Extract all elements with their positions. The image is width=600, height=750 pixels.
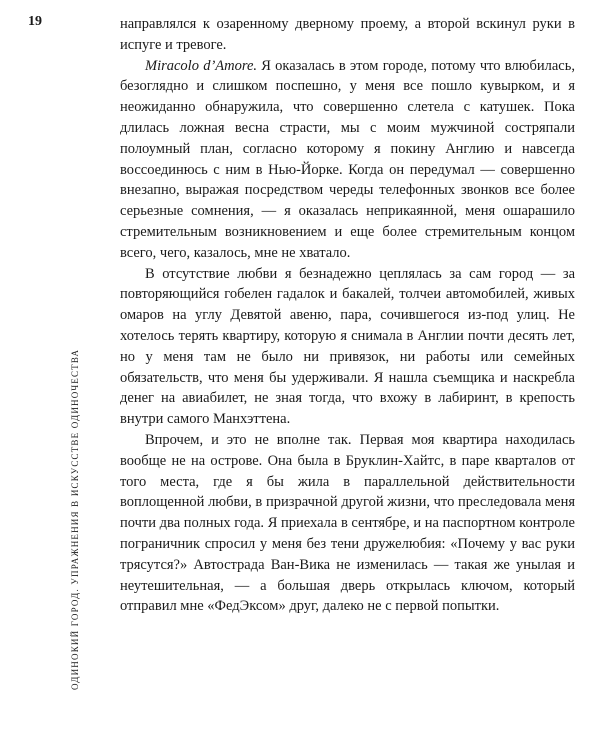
italic-title: Miracolo d’Amore.	[145, 57, 258, 74]
paragraph-4: Впрочем, и это не вполне так. Первая моя квартира находилась вообще не на острове. Она была в Бруклин-Хайтс, в паре кварталов от того места, где я бы жила в параллельной действительности воплощенной любви, в призрачной другой жизни, что преследовала меня почти два полных года. Я приехала в сентябре, и на паспортном контроле пограничник спросил у меня без тени дружелюбия: «Почему у вас руки трясутся?» Автострада Ван-Вика не изменилась — такая же унылая и неутешительная, — а большая дверь открылась ключом, который отправил мне «ФедЭксом» друг, далеко не с первой попытки.	[120, 431, 575, 615]
body-text	[120, 14, 575, 617]
paragraph-1: направлялся к озаренному дверному проему, а второй вскинул руки в испуге и тревоге.	[120, 16, 575, 53]
paragraph-2-text: Я оказалась в этом городе, потому что влюбилась, безоглядно и слишком поспешно, у меня все пошло кувырком, и я неожиданно обнаружила, что совершенно слетела с катушек. Пока длилась ложная весна страсти, мы с моим мужчиной состряпали полоумный план, согласно которому я покину Англию и навсегда воссоединюсь с ним в Нью-Йорке. Когда он передумал — совершенно внезапно, выражая посредством череды телефонных звонков все более серьезные сомнения, — я оказалась неприкаянной, меня ошарашило стремительным возникновением и еще более стремительным концом всего, чего, казалось, мне не хватало.	[120, 57, 575, 261]
paragraph-3: В отсутствие любви я безнадежно цеплялась за сам город — за повторяющийся гобелен гадалок и бакалей, толчеи автомобилей, живых омаров на углу Девятой авеню, пара, сочившегося из-под улиц. Не хотелось терять квартиру, которую я снимала в Англии почти десять лет, но у меня там не было ни привязок, ни работы или семейных обязательств, что меня бы удерживали. Я нашла съемщика и наскребла денег на авиабилет, не зная тогда, что вхожу в лабиринт, в крепость внутри самого Манхэттена.	[120, 265, 575, 428]
paragraph-2	[120, 56, 575, 264]
page-number: 19	[28, 14, 42, 29]
running-head: ОДИНОКИЙ ГОРОД. УПРАЖНЕНИЯ В ИСКУССТВЕ ОДИНОЧЕСТВА	[70, 348, 80, 690]
